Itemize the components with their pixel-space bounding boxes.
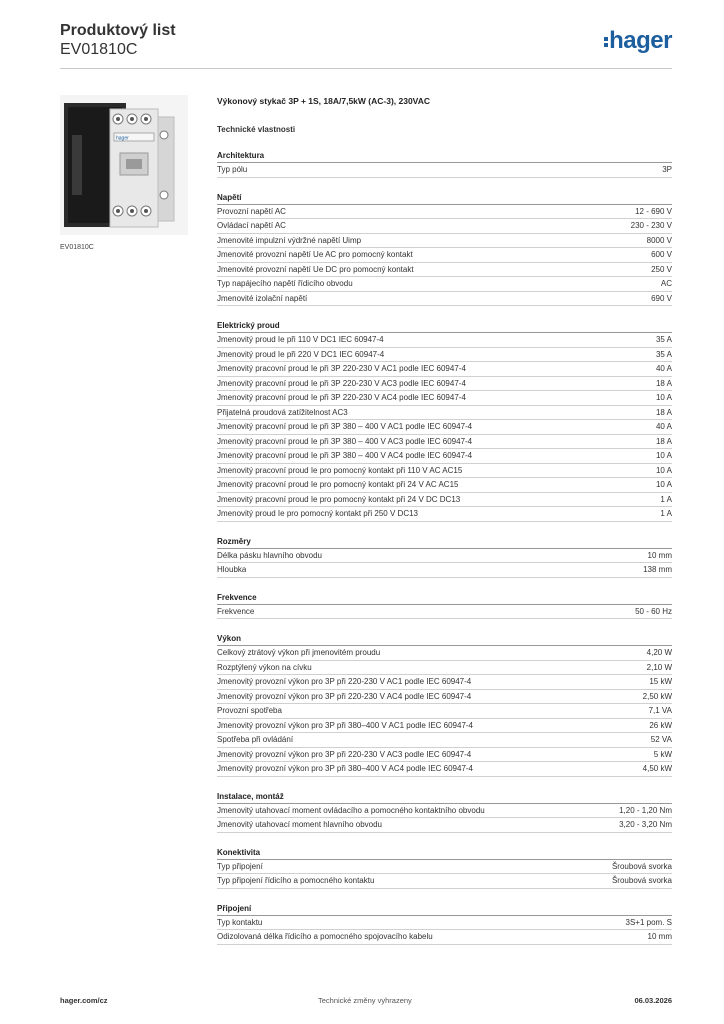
section-title: Instalace, montáž <box>217 791 672 804</box>
spec-value: 52 VA <box>650 735 672 744</box>
spec-row <box>217 916 672 931</box>
spec-value: 3P <box>662 165 672 174</box>
image-caption: EV01810C <box>60 244 94 251</box>
spec-label: Jmenovité provozní napětí Ue DC pro pomocný kontakt <box>217 264 414 274</box>
spec-label: Jmenovité izolační napětí <box>217 293 308 303</box>
section-title: Architektura <box>217 150 672 163</box>
spec-row <box>217 333 672 348</box>
product-code: EV01810C <box>60 41 138 58</box>
spec-row <box>217 605 672 620</box>
spec-label: Provozní napětí AC <box>217 206 286 216</box>
logo-dots-icon <box>604 35 608 49</box>
spec-row <box>217 704 672 719</box>
spec-label: Jmenovitý pracovní proud Ie při 3P 220-230 V AC4 podle IEC 60947-4 <box>217 393 466 402</box>
spec-label: Typ kontaktu <box>217 917 263 927</box>
spec-label: Hloubka <box>217 565 247 574</box>
spec-label: Jmenovitý pracovní proud Ie pro pomocný kontakt při 24 V AC AC15 <box>217 480 459 489</box>
spec-row <box>217 277 672 292</box>
spec-label: Odizolovaná délka řídicího a pomocného spojovacího kabelu <box>217 932 433 941</box>
spec-label: Jmenovitý provozní výkon pro 3P při 220-230 V AC1 podle IEC 60947-4 <box>217 677 472 686</box>
contactor-illustration <box>60 95 188 235</box>
spec-label: Jmenovitý proud Ie pro pomocný kontakt při 250 V DC13 <box>217 509 418 518</box>
spec-row <box>217 263 672 278</box>
spec-value: 10 A <box>655 451 672 460</box>
section-title: Napětí <box>217 192 672 205</box>
product-description: Výkonový stykač 3P + 1S, 18A/7,5kW (AC-3), 230VAC <box>217 96 430 106</box>
section-title: Frekvence <box>217 592 672 605</box>
spec-label: Ovládací napětí AC <box>217 221 286 230</box>
spec-row <box>217 860 672 875</box>
spec-row <box>217 675 672 690</box>
spec-value: Šroubová svorka <box>611 861 672 871</box>
spec-row <box>217 646 672 661</box>
spec-row <box>217 435 672 450</box>
spec-row <box>217 449 672 464</box>
spec-value: 2,50 kW <box>642 691 672 701</box>
spec-row <box>217 420 672 435</box>
spec-row <box>217 762 672 777</box>
spec-row <box>217 362 672 377</box>
spec-value: 40 A <box>655 364 672 373</box>
spec-label: Jmenovitý proud Ie při 220 V DC1 IEC 60947-4 <box>217 349 385 359</box>
spec-row <box>217 507 672 522</box>
spec-row <box>217 930 672 945</box>
spec-value: 3,20 - 3,20 Nm <box>619 820 672 829</box>
spec-label: Jmenovitý pracovní proud Ie při 3P 380 – 400 V AC1 podle IEC 60947-4 <box>217 422 473 431</box>
spec-section <box>217 791 672 833</box>
spec-content <box>217 95 672 945</box>
section-title: Připojení <box>217 903 672 916</box>
spec-value: 2,10 W <box>646 662 672 672</box>
spec-row <box>217 733 672 748</box>
section-title: Rozměry <box>217 536 672 549</box>
section-title: Konektivita <box>217 847 672 860</box>
spec-label: Jmenovitý pracovní proud Ie při 3P 220-230 V AC1 podle IEC 60947-4 <box>217 364 466 373</box>
spec-value: 7,1 VA <box>648 706 672 715</box>
footer-note: Technické změny vyhrazeny <box>318 996 412 1005</box>
spec-label: Jmenovitý pracovní proud Ie při 3P 380 – 400 V AC4 podle IEC 60947-4 <box>217 451 473 460</box>
spec-value: 10 A <box>655 480 672 489</box>
footer-website: hager.com/cz <box>60 996 108 1005</box>
spec-value: 690 V <box>651 293 672 303</box>
spec-value: 600 V <box>651 250 672 259</box>
spec-label: Jmenovitý proud Ie při 110 V DC1 IEC 60947-4 <box>217 335 384 344</box>
spec-value: 3S+1 pom. S <box>625 917 672 927</box>
spec-label: Spotřeba při ovládání <box>217 735 294 744</box>
hager-logo <box>604 27 672 55</box>
spec-row <box>217 234 672 249</box>
spec-section <box>217 633 672 777</box>
spec-row <box>217 464 672 479</box>
spec-section <box>217 192 672 307</box>
spec-row <box>217 348 672 363</box>
spec-row <box>217 377 672 392</box>
spec-value: 1 A <box>660 494 672 504</box>
logo-text: hager <box>609 27 672 54</box>
spec-row <box>217 219 672 234</box>
spec-row <box>217 391 672 406</box>
spec-value: 26 kW <box>649 720 672 730</box>
spec-label: Jmenovité impulzní výdržné napětí Uimp <box>217 235 362 245</box>
spec-section <box>217 847 672 889</box>
spec-label: Jmenovitý pracovní proud Ie při 3P 380 – 400 V AC3 podle IEC 60947-4 <box>217 436 473 446</box>
spec-value: 10 A <box>655 465 672 475</box>
spec-label: Celkový ztrátový výkon při jmenovitém proudu <box>217 648 381 657</box>
footer-date: 06.03.2026 <box>634 996 672 1005</box>
document-title: Produktový list <box>60 22 176 39</box>
spec-value: 4,20 W <box>646 648 672 657</box>
section-title: Výkon <box>217 633 672 646</box>
spec-row <box>217 493 672 508</box>
spec-row <box>217 563 672 578</box>
spec-value: 40 A <box>655 422 672 431</box>
spec-label: Jmenovitý pracovní proud Ie při 3P 220-230 V AC3 podle IEC 60947-4 <box>217 378 466 388</box>
spec-row <box>217 818 672 833</box>
spec-row <box>217 661 672 676</box>
spec-label: Jmenovitý pracovní proud Ie pro pomocný kontakt při 110 V AC AC15 <box>217 465 463 475</box>
section-title: Elektrický proud <box>217 320 672 333</box>
spec-value: 18 A <box>655 407 672 417</box>
spec-value: 50 - 60 Hz <box>635 606 672 616</box>
spec-value: 1 A <box>660 509 672 518</box>
spec-value: 12 - 690 V <box>635 206 672 216</box>
spec-row <box>217 549 672 564</box>
spec-value: 35 A <box>655 349 672 359</box>
spec-label: Délka pásku hlavního obvodu <box>217 550 322 560</box>
spec-row <box>217 748 672 763</box>
spec-value: AC <box>660 279 672 288</box>
spec-value: 8000 V <box>646 235 672 245</box>
spec-label: Přijatelná proudová zatížitelnost AC3 <box>217 407 348 417</box>
spec-section <box>217 592 672 620</box>
header-divider <box>60 68 672 69</box>
spec-row <box>217 163 672 178</box>
spec-sections <box>217 150 672 945</box>
spec-label: Jmenovitý provozní výkon pro 3P při 380–400 V AC1 podle IEC 60947-4 <box>217 720 474 730</box>
spec-value: 18 A <box>655 436 672 446</box>
spec-row <box>217 874 672 889</box>
page-header <box>60 22 672 70</box>
spec-label: Typ napájecího napětí řídicího obvodu <box>217 279 353 288</box>
spec-label: Typ připojení řídicího a pomocného kontaktu <box>217 876 375 885</box>
spec-row <box>217 719 672 734</box>
spec-label: Jmenovitý provozní výkon pro 3P při 220-230 V AC4 podle IEC 60947-4 <box>217 691 472 701</box>
image-brand-label: hager <box>116 135 129 142</box>
spec-section <box>217 320 672 522</box>
spec-label: Jmenovitý utahovací moment hlavního obvodu <box>217 820 382 829</box>
spec-label: Jmenovitý provozní výkon pro 3P při 220-230 V AC3 podle IEC 60947-4 <box>217 749 472 759</box>
spec-value: 230 - 230 V <box>630 221 672 230</box>
spec-label: Frekvence <box>217 606 255 616</box>
spec-row <box>217 406 672 421</box>
spec-label: Jmenovitý pracovní proud Ie pro pomocný kontakt při 24 V DC DC13 <box>217 494 461 504</box>
spec-row <box>217 804 672 819</box>
spec-value: 10 mm <box>647 932 672 941</box>
spec-row <box>217 690 672 705</box>
spec-label: Jmenovitý provozní výkon pro 3P při 380–400 V AC4 podle IEC 60947-4 <box>217 764 474 773</box>
spec-section <box>217 150 672 178</box>
spec-value: 18 A <box>655 378 672 388</box>
spec-value: 15 kW <box>649 677 672 686</box>
spec-value: 250 V <box>651 264 672 274</box>
spec-value: 1,20 - 1,20 Nm <box>619 805 672 815</box>
spec-label: Typ pólu <box>217 165 248 174</box>
spec-label: Typ připojení <box>217 861 263 871</box>
spec-row <box>217 248 672 263</box>
spec-section <box>217 536 672 578</box>
spec-section <box>217 903 672 945</box>
spec-value: 35 A <box>655 335 672 344</box>
technical-properties-title: Technické vlastnosti <box>217 125 296 134</box>
product-image <box>60 95 188 235</box>
spec-value: 5 kW <box>653 749 672 759</box>
spec-label: Jmenovité provozní napětí Ue AC pro pomocný kontakt <box>217 250 413 259</box>
spec-value: 10 A <box>655 393 672 402</box>
spec-row <box>217 205 672 220</box>
spec-value: 10 mm <box>647 550 672 560</box>
spec-row <box>217 292 672 307</box>
spec-label: Provozní spotřeba <box>217 706 282 715</box>
spec-value: 138 mm <box>643 565 672 574</box>
spec-label: Jmenovitý utahovací moment ovládacího a pomocného kontaktního obvodu <box>217 805 485 815</box>
spec-row <box>217 478 672 493</box>
spec-label: Rozptýlený výkon na cívku <box>217 662 312 672</box>
spec-value: 4,50 kW <box>642 764 672 773</box>
spec-value: Šroubová svorka <box>611 876 672 885</box>
